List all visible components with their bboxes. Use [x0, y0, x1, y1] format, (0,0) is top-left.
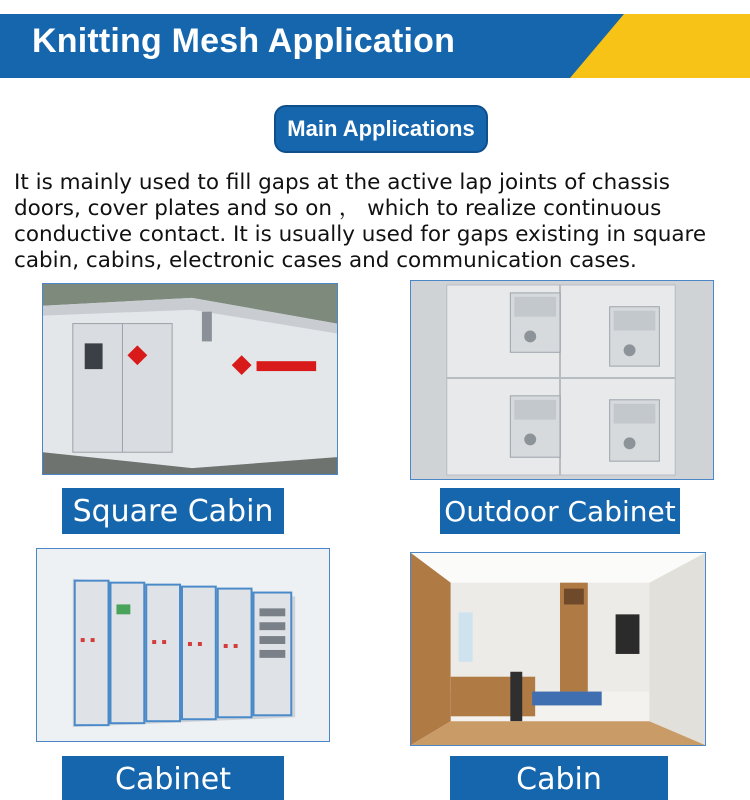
caption-square-cabin: Square Cabin: [62, 488, 284, 534]
square-cabin-image: [42, 283, 338, 475]
section-label: Main Applications: [274, 105, 488, 153]
caption-outdoor-cabinet: Outdoor Cabinet: [440, 488, 680, 534]
outdoor-cabinet-image: [410, 280, 714, 480]
description-text: It is mainly used to fill gaps at the active lap joints of chassis doors, cover plates and so on ， which to realize continuous conductive contact. It is usually used for gaps existing in square cabin, cabins, electronic cases and communication cases.: [14, 170, 707, 273]
page-title: Knitting Mesh Application: [32, 22, 456, 60]
caption-cabin: Cabin: [450, 756, 668, 800]
caption-cabinet: Cabinet: [62, 756, 284, 800]
cabinet-image: [36, 548, 330, 742]
banner-divider: [0, 78, 750, 82]
cabin-image: [410, 552, 706, 746]
